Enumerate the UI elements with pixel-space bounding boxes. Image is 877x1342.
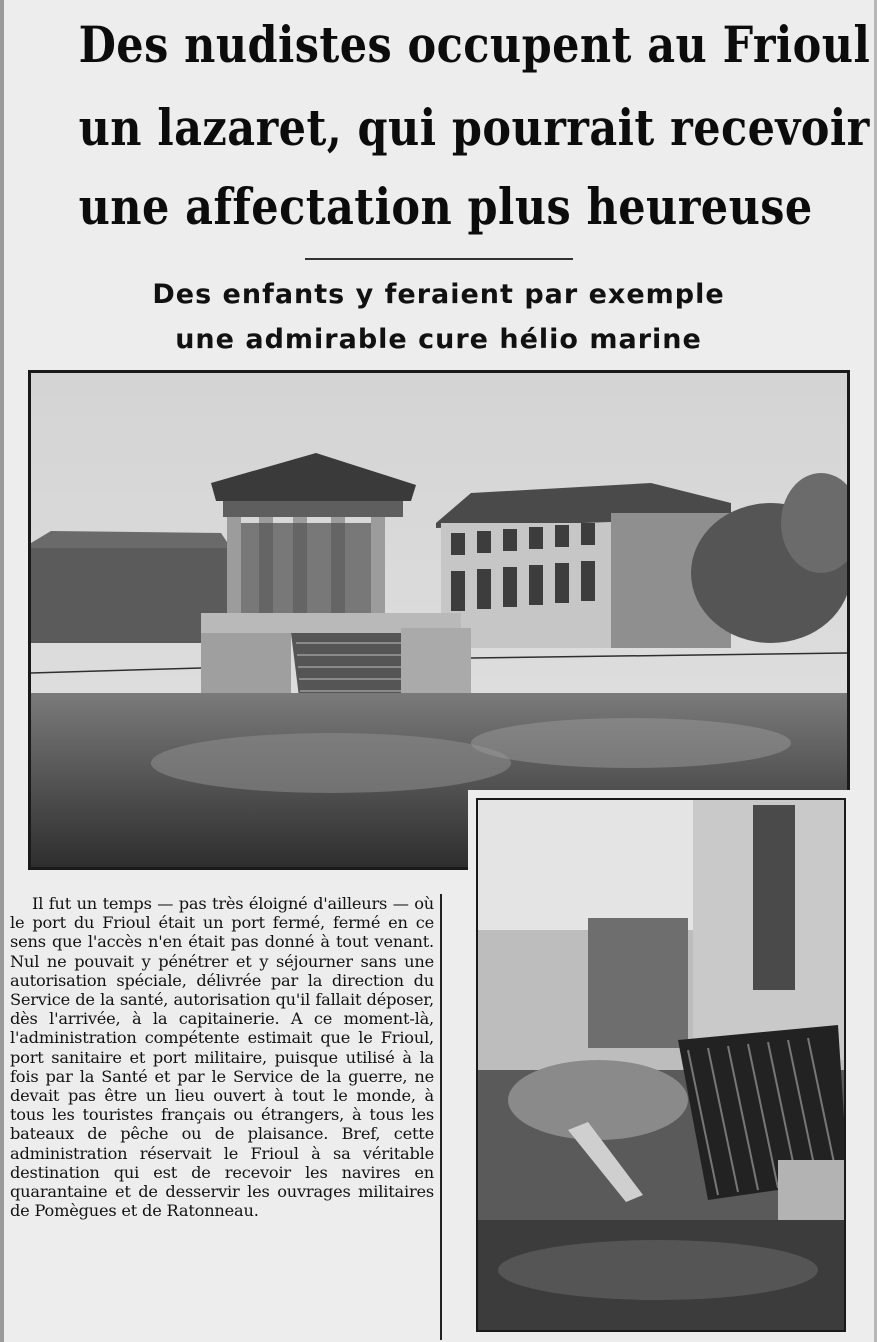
headline-line-2: un lazaret, qui pourrait recevoir: [78, 98, 870, 157]
article-column: [10, 894, 442, 1340]
ruined-wall-photo: [468, 790, 856, 1338]
subheadline-line-1: Des enfants y feraient par exemple: [152, 279, 725, 310]
headline-line-1: Des nudistes occupent au Frioul: [78, 15, 871, 74]
article-body: Il fut un temps — pas très éloigné d'ailleurs — où le port du Frioul était un port fermé, fermé en ce sens que l'accès n'en était pas donné à tout venant. Nul ne pouvait y pénétrer et y séjourner sans une autorisation spéciale, délivrée par la direction du Service de la santé, autorisation qu'il fallait déposer, dès l'arrivée, à la capitainerie. A ce moment-là, l'administration compétente estimait que le Frioul, port sanitaire et port militaire, puisque utilisé à la fois par la Santé et par le Service de la guerre, ne devait pas être un lieu ouvert à tout le monde, à tous les touristes français ou étrangers, à tous les bateaux de pêche ou de plaisance. Bref, cette administration réservait le Frioul à sa véritable destination qui est de recevoir les navires en quarantaine et de desservir les ouvrages militaires de Pomègues et de Ratonneau.: [10, 894, 434, 1221]
headline-line-3: une affectation plus heureuse: [78, 177, 813, 236]
left-margin-rule: [0, 0, 4, 1342]
headline-divider: [305, 258, 573, 260]
subheadline-line-2: une admirable cure hélio marine: [175, 324, 702, 355]
